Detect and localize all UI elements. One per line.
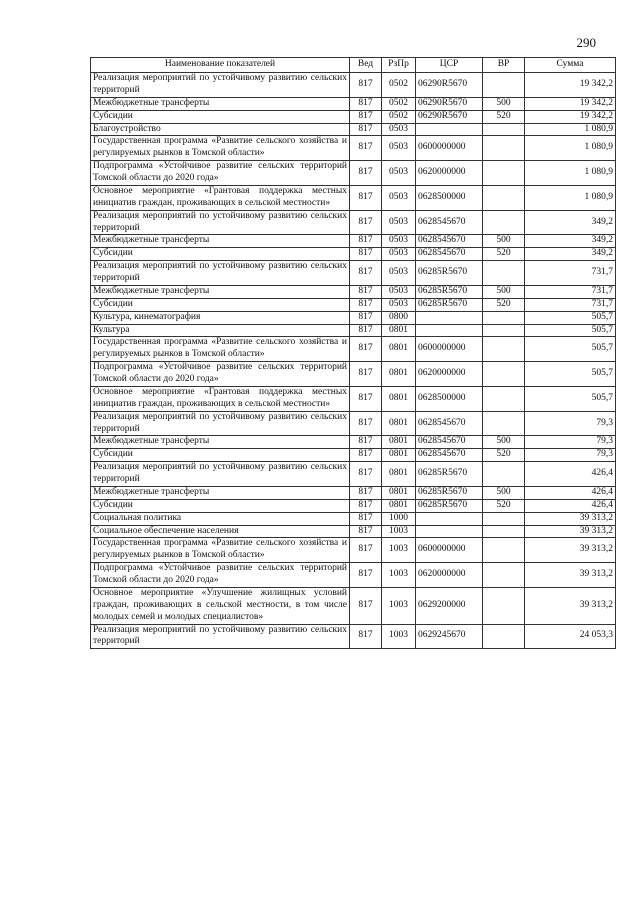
- table-row: [91, 210, 616, 235]
- cell-sum: 39 313,2: [525, 587, 616, 624]
- cell-name: Основное мероприятие «Грантовая поддержка местных инициатив граждан, проживающих в сельской местности»: [91, 185, 350, 210]
- cell-sum: 505,7: [525, 337, 616, 362]
- cell-rzpr: 1000: [382, 512, 416, 525]
- cell-rzpr: 0801: [382, 486, 416, 499]
- cell-ved: 817: [350, 123, 382, 136]
- cell-name: Субсидии: [91, 298, 350, 311]
- cell-sum: 505,7: [525, 386, 616, 411]
- cell-csr: 0600000000: [416, 337, 483, 362]
- cell-rzpr: 0503: [382, 285, 416, 298]
- cell-ved: 817: [350, 311, 382, 324]
- cell-name: Реализация мероприятий по устойчивому развитию сельских территорий: [91, 73, 350, 98]
- cell-sum: 349,2: [525, 210, 616, 235]
- cell-ved: 817: [350, 97, 382, 110]
- column-header-csr: ЦСР: [416, 58, 483, 73]
- cell-ved: 817: [350, 449, 382, 462]
- cell-vr: [483, 563, 525, 588]
- cell-name: Межбюджетные трансферты: [91, 486, 350, 499]
- cell-rzpr: 0503: [382, 261, 416, 286]
- table-row: [91, 136, 616, 161]
- cell-vr: [483, 123, 525, 136]
- cell-csr: 0600000000: [416, 136, 483, 161]
- cell-name: Межбюджетные трансферты: [91, 97, 350, 110]
- table-row: [91, 110, 616, 123]
- column-header-sum: Сумма: [525, 58, 616, 73]
- cell-vr: [483, 337, 525, 362]
- table-row: [91, 462, 616, 487]
- cell-rzpr: 0502: [382, 73, 416, 98]
- table-body: [91, 73, 616, 649]
- table-row: [91, 324, 616, 337]
- cell-vr: [483, 261, 525, 286]
- cell-name: Культура, кинематография: [91, 311, 350, 324]
- table-row: [91, 563, 616, 588]
- cell-ved: 817: [350, 512, 382, 525]
- cell-ved: 817: [350, 73, 382, 98]
- cell-csr: [416, 324, 483, 337]
- cell-ved: 817: [350, 110, 382, 123]
- cell-sum: 1 080,9: [525, 185, 616, 210]
- table-row: [91, 311, 616, 324]
- cell-csr: 0628545670: [416, 248, 483, 261]
- cell-name: Подпрограмма «Устойчивое развитие сельских территорий Томской области до 2020 года»: [91, 362, 350, 387]
- cell-vr: 520: [483, 248, 525, 261]
- table-row: [91, 185, 616, 210]
- table-row: [91, 298, 616, 311]
- table-row: [91, 362, 616, 387]
- cell-sum: 39 313,2: [525, 563, 616, 588]
- cell-ved: 817: [350, 235, 382, 248]
- cell-rzpr: 1003: [382, 538, 416, 563]
- cell-rzpr: 0503: [382, 298, 416, 311]
- cell-sum: 426,4: [525, 486, 616, 499]
- cell-rzpr: 0801: [382, 436, 416, 449]
- column-header-vr: ВР: [483, 58, 525, 73]
- table-row: [91, 538, 616, 563]
- cell-rzpr: 0801: [382, 386, 416, 411]
- cell-ved: 817: [350, 337, 382, 362]
- cell-name: Социальное обеспечение населения: [91, 525, 350, 538]
- cell-rzpr: 0800: [382, 311, 416, 324]
- cell-csr: 06285R5670: [416, 298, 483, 311]
- table-row: [91, 235, 616, 248]
- cell-vr: [483, 386, 525, 411]
- cell-vr: 500: [483, 285, 525, 298]
- cell-vr: 500: [483, 436, 525, 449]
- cell-sum: 505,7: [525, 311, 616, 324]
- cell-rzpr: 0503: [382, 161, 416, 186]
- cell-rzpr: 0502: [382, 97, 416, 110]
- cell-csr: 06285R5670: [416, 285, 483, 298]
- cell-csr: 0620000000: [416, 161, 483, 186]
- cell-rzpr: 0801: [382, 499, 416, 512]
- cell-csr: 0628545670: [416, 210, 483, 235]
- cell-csr: 0600000000: [416, 538, 483, 563]
- cell-csr: 06290R5670: [416, 73, 483, 98]
- cell-ved: 817: [350, 261, 382, 286]
- cell-csr: 06285R5670: [416, 499, 483, 512]
- cell-csr: 0628545670: [416, 235, 483, 248]
- cell-ved: 817: [350, 248, 382, 261]
- cell-sum: 19 342,2: [525, 73, 616, 98]
- cell-vr: 520: [483, 449, 525, 462]
- table-row: [91, 386, 616, 411]
- cell-ved: 817: [350, 525, 382, 538]
- cell-ved: 817: [350, 285, 382, 298]
- cell-rzpr: 0502: [382, 110, 416, 123]
- cell-csr: 0620000000: [416, 362, 483, 387]
- table-row: [91, 285, 616, 298]
- cell-rzpr: 0503: [382, 248, 416, 261]
- cell-sum: 426,4: [525, 499, 616, 512]
- cell-sum: 39 313,2: [525, 538, 616, 563]
- table-row: [91, 97, 616, 110]
- cell-ved: 817: [350, 587, 382, 624]
- cell-vr: [483, 161, 525, 186]
- cell-rzpr: 0801: [382, 337, 416, 362]
- table-row: [91, 337, 616, 362]
- cell-vr: [483, 362, 525, 387]
- column-header-name: Наименование показателей: [91, 58, 350, 73]
- table-row: [91, 486, 616, 499]
- cell-ved: 817: [350, 386, 382, 411]
- cell-vr: [483, 587, 525, 624]
- cell-ved: 817: [350, 499, 382, 512]
- cell-rzpr: 1003: [382, 587, 416, 624]
- cell-rzpr: 1003: [382, 525, 416, 538]
- cell-name: Благоустройство: [91, 123, 350, 136]
- cell-vr: 520: [483, 298, 525, 311]
- cell-vr: [483, 73, 525, 98]
- cell-rzpr: 0503: [382, 235, 416, 248]
- table-row: [91, 525, 616, 538]
- cell-sum: 505,7: [525, 362, 616, 387]
- table-row: [91, 73, 616, 98]
- cell-csr: 0628500000: [416, 185, 483, 210]
- cell-name: Межбюджетные трансферты: [91, 285, 350, 298]
- cell-rzpr: 1003: [382, 624, 416, 649]
- cell-sum: 349,2: [525, 235, 616, 248]
- cell-csr: 0620000000: [416, 563, 483, 588]
- cell-name: Реализация мероприятий по устойчивому развитию сельских территорий: [91, 261, 350, 286]
- cell-ved: 817: [350, 563, 382, 588]
- cell-sum: 505,7: [525, 324, 616, 337]
- cell-rzpr: 0801: [382, 462, 416, 487]
- cell-sum: 426,4: [525, 462, 616, 487]
- cell-vr: [483, 538, 525, 563]
- cell-ved: 817: [350, 210, 382, 235]
- cell-vr: [483, 136, 525, 161]
- cell-ved: 817: [350, 624, 382, 649]
- cell-vr: [483, 512, 525, 525]
- cell-sum: 1 080,9: [525, 123, 616, 136]
- cell-csr: 06285R5670: [416, 261, 483, 286]
- table-row: [91, 161, 616, 186]
- cell-name: Подпрограмма «Устойчивое развитие сельских территорий Томской области до 2020 года»: [91, 563, 350, 588]
- cell-rzpr: 0801: [382, 362, 416, 387]
- cell-rzpr: 0503: [382, 123, 416, 136]
- cell-name: Социальная политика: [91, 512, 350, 525]
- page-number: 290: [576, 35, 596, 50]
- cell-ved: 817: [350, 185, 382, 210]
- table-row: [91, 248, 616, 261]
- cell-ved: 817: [350, 486, 382, 499]
- cell-sum: 79,3: [525, 436, 616, 449]
- cell-name: Культура: [91, 324, 350, 337]
- table-row: [91, 499, 616, 512]
- cell-vr: 520: [483, 110, 525, 123]
- cell-sum: 19 342,2: [525, 110, 616, 123]
- cell-vr: [483, 411, 525, 436]
- cell-name: Основное мероприятие «Улучшение жилищных условий граждан, проживающих в сельской местности, в том числе молодых семей и молодых специалистов»: [91, 587, 350, 624]
- cell-name: Реализация мероприятий по устойчивому развитию сельских территорий: [91, 624, 350, 649]
- budget-table: [90, 57, 616, 649]
- cell-ved: 817: [350, 161, 382, 186]
- cell-csr: 0628545670: [416, 411, 483, 436]
- cell-csr: [416, 311, 483, 324]
- cell-name: Межбюджетные трансферты: [91, 235, 350, 248]
- cell-csr: [416, 512, 483, 525]
- cell-name: Государственная программа «Развитие сельского хозяйства и регулируемых рынков в Томской области»: [91, 136, 350, 161]
- cell-rzpr: 0503: [382, 210, 416, 235]
- cell-name: Субсидии: [91, 248, 350, 261]
- cell-rzpr: 0801: [382, 324, 416, 337]
- cell-ved: 817: [350, 411, 382, 436]
- cell-ved: 817: [350, 136, 382, 161]
- cell-csr: [416, 123, 483, 136]
- cell-csr: 06290R5670: [416, 97, 483, 110]
- table-header-row: [91, 58, 616, 73]
- column-header-ved: Вед: [350, 58, 382, 73]
- cell-csr: 0629245670: [416, 624, 483, 649]
- cell-sum: 731,7: [525, 261, 616, 286]
- cell-name: Межбюджетные трансферты: [91, 436, 350, 449]
- cell-vr: [483, 462, 525, 487]
- cell-sum: 731,7: [525, 285, 616, 298]
- table-row: [91, 436, 616, 449]
- cell-ved: 817: [350, 362, 382, 387]
- cell-name: Государственная программа «Развитие сельского хозяйства и регулируемых рынков в Томской области»: [91, 337, 350, 362]
- table-row: [91, 261, 616, 286]
- cell-vr: 500: [483, 486, 525, 499]
- cell-name: Основное мероприятие «Грантовая поддержка местных инициатив граждан, проживающих в сельской местности»: [91, 386, 350, 411]
- cell-sum: 19 342,2: [525, 97, 616, 110]
- cell-ved: 817: [350, 298, 382, 311]
- cell-vr: [483, 311, 525, 324]
- cell-rzpr: 0801: [382, 411, 416, 436]
- cell-vr: [483, 624, 525, 649]
- cell-ved: 817: [350, 462, 382, 487]
- cell-ved: 817: [350, 436, 382, 449]
- table-row: [91, 624, 616, 649]
- cell-name: Реализация мероприятий по устойчивому развитию сельских территорий: [91, 411, 350, 436]
- cell-csr: [416, 525, 483, 538]
- cell-rzpr: 0503: [382, 185, 416, 210]
- cell-csr: 06290R5670: [416, 110, 483, 123]
- cell-rzpr: 0801: [382, 449, 416, 462]
- table-row: [91, 411, 616, 436]
- cell-vr: [483, 324, 525, 337]
- cell-vr: 500: [483, 235, 525, 248]
- cell-sum: 731,7: [525, 298, 616, 311]
- column-header-rzpr: РзПр: [382, 58, 416, 73]
- cell-csr: 0628500000: [416, 386, 483, 411]
- cell-sum: 79,3: [525, 449, 616, 462]
- cell-name: Государственная программа «Развитие сельского хозяйства и регулируемых рынков в Томской области»: [91, 538, 350, 563]
- cell-csr: 0629200000: [416, 587, 483, 624]
- table-row: [91, 123, 616, 136]
- cell-vr: 520: [483, 499, 525, 512]
- table-row: [91, 449, 616, 462]
- cell-vr: 500: [483, 97, 525, 110]
- cell-csr: 06285R5670: [416, 462, 483, 487]
- cell-csr: 0628545670: [416, 449, 483, 462]
- cell-sum: 39 313,2: [525, 525, 616, 538]
- cell-sum: 1 080,9: [525, 136, 616, 161]
- cell-name: Субсидии: [91, 110, 350, 123]
- cell-sum: 1 080,9: [525, 161, 616, 186]
- cell-name: Подпрограмма «Устойчивое развитие сельских территорий Томской области до 2020 года»: [91, 161, 350, 186]
- table-row: [91, 587, 616, 624]
- cell-sum: 349,2: [525, 248, 616, 261]
- table-row: [91, 512, 616, 525]
- cell-vr: [483, 210, 525, 235]
- cell-sum: 79,3: [525, 411, 616, 436]
- cell-rzpr: 1003: [382, 563, 416, 588]
- cell-sum: 24 053,3: [525, 624, 616, 649]
- cell-ved: 817: [350, 324, 382, 337]
- cell-name: Реализация мероприятий по устойчивому развитию сельских территорий: [91, 462, 350, 487]
- cell-name: Субсидии: [91, 499, 350, 512]
- cell-name: Субсидии: [91, 449, 350, 462]
- cell-csr: 06285R5670: [416, 486, 483, 499]
- cell-ved: 817: [350, 538, 382, 563]
- cell-name: Реализация мероприятий по устойчивому развитию сельских территорий: [91, 210, 350, 235]
- cell-sum: 39 313,2: [525, 512, 616, 525]
- cell-csr: 0628545670: [416, 436, 483, 449]
- cell-vr: [483, 185, 525, 210]
- cell-rzpr: 0503: [382, 136, 416, 161]
- cell-vr: [483, 525, 525, 538]
